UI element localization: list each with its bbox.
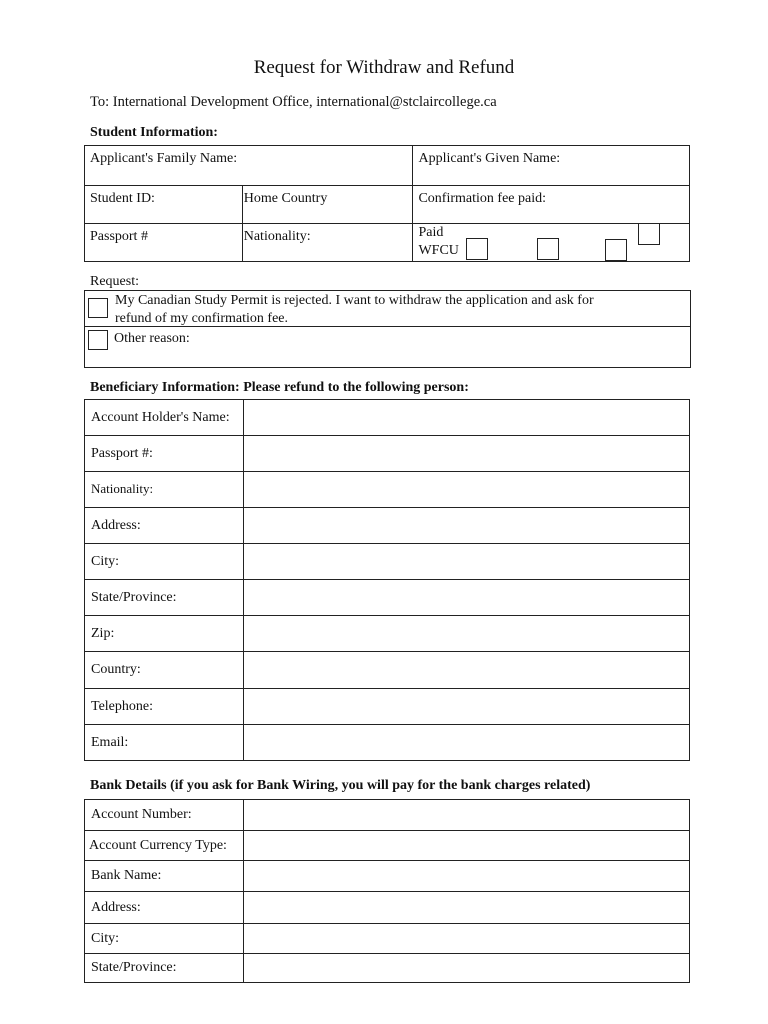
bank-state-label: State/Province: bbox=[91, 960, 177, 975]
given-name-label: Applicant's Given Name: bbox=[418, 151, 561, 166]
request-label: Request: bbox=[90, 274, 139, 289]
city-label: City: bbox=[91, 553, 120, 569]
student-info-heading: Student Information: bbox=[90, 125, 218, 140]
student-info-table bbox=[84, 145, 690, 262]
beneficiary-label-cell bbox=[85, 400, 244, 436]
beneficiary-label-cell bbox=[85, 436, 244, 472]
beneficiary-label-cell bbox=[85, 652, 244, 689]
given-name-cell[interactable] bbox=[413, 146, 690, 186]
state-province-label: State/Province: bbox=[91, 589, 177, 605]
passport-label: Passport #: bbox=[91, 445, 153, 461]
nationality-label: Nationality: bbox=[243, 229, 311, 244]
beneficiary-label-cell bbox=[85, 580, 244, 616]
other-reason-text: Other reason: bbox=[114, 331, 190, 346]
telephone-input[interactable] bbox=[244, 689, 690, 725]
permit-rejected-text-2: refund of my confirmation fee. bbox=[115, 311, 288, 326]
bank-city-label: City: bbox=[91, 930, 120, 946]
email-input[interactable] bbox=[244, 725, 690, 761]
bank-address-input[interactable] bbox=[244, 892, 690, 924]
account-holder-label: Account Holder's Name: bbox=[91, 409, 230, 425]
bank-label-cell bbox=[85, 954, 244, 983]
payment-option-4-checkbox[interactable] bbox=[638, 223, 660, 245]
bank-state-input[interactable] bbox=[244, 954, 690, 983]
home-country-label: Home Country bbox=[243, 191, 328, 206]
account-number-input[interactable] bbox=[244, 800, 690, 831]
email-label: Email: bbox=[91, 734, 129, 750]
student-id-cell[interactable] bbox=[85, 186, 243, 224]
confirmation-fee-cell[interactable] bbox=[413, 186, 690, 224]
bank-table bbox=[84, 799, 690, 983]
state-province-input[interactable] bbox=[244, 580, 690, 616]
beneficiary-label-cell bbox=[85, 616, 244, 652]
bank-label-cell bbox=[85, 924, 244, 954]
wfcu-checkbox[interactable] bbox=[466, 238, 488, 260]
permit-rejected-checkbox[interactable] bbox=[88, 298, 108, 318]
country-input[interactable] bbox=[244, 652, 690, 689]
page-title: Request for Withdraw and Refund bbox=[253, 57, 515, 78]
nationality-cell[interactable] bbox=[242, 224, 413, 262]
payment-option-3-checkbox[interactable] bbox=[605, 239, 627, 261]
address-input[interactable] bbox=[244, 508, 690, 544]
nationality-input[interactable] bbox=[244, 472, 690, 508]
bank-name-label: Bank Name: bbox=[91, 868, 162, 883]
confirmation-fee-label: Confirmation fee paid: bbox=[418, 191, 546, 206]
zip-label: Zip: bbox=[91, 625, 115, 641]
zip-input[interactable] bbox=[244, 616, 690, 652]
account-holder-input[interactable] bbox=[244, 400, 690, 436]
family-name-label: Applicant's Family Name: bbox=[90, 151, 238, 166]
bank-label-cell bbox=[85, 861, 244, 892]
country-label: Country: bbox=[91, 662, 141, 677]
home-country-cell[interactable] bbox=[242, 186, 413, 224]
family-name-cell[interactable] bbox=[85, 146, 413, 186]
beneficiary-heading: Beneficiary Information: Please refund to the following person: bbox=[90, 380, 469, 395]
beneficiary-label-cell bbox=[85, 472, 244, 508]
passport-label: Passport # bbox=[90, 229, 148, 244]
beneficiary-label-cell bbox=[85, 544, 244, 580]
beneficiary-table bbox=[84, 399, 690, 761]
permit-rejected-text-1: My Canadian Study Permit is rejected. I want to withdraw the application and ask for bbox=[115, 293, 594, 308]
bank-label-cell bbox=[85, 800, 244, 831]
paid-label: Paid bbox=[418, 225, 444, 240]
bank-address-label: Address: bbox=[91, 899, 141, 915]
passport-cell[interactable] bbox=[85, 224, 243, 262]
to-line: To: International Development Office, international@stclaircollege.ca bbox=[90, 94, 497, 110]
account-currency-label: Account Currency Type: bbox=[89, 837, 227, 853]
telephone-label: Telephone: bbox=[91, 698, 153, 714]
beneficiary-label-cell bbox=[85, 725, 244, 761]
beneficiary-label-cell bbox=[85, 508, 244, 544]
other-reason-checkbox[interactable] bbox=[88, 330, 108, 350]
nationality-label: Nationality: bbox=[91, 481, 154, 496]
bank-label-cell bbox=[85, 892, 244, 924]
address-label: Address: bbox=[91, 517, 141, 533]
account-number-label: Account Number: bbox=[91, 807, 192, 822]
passport-input[interactable] bbox=[244, 436, 690, 472]
student-id-label: Student ID: bbox=[90, 191, 155, 206]
city-input[interactable] bbox=[244, 544, 690, 580]
beneficiary-label-cell bbox=[85, 689, 244, 725]
account-currency-input[interactable] bbox=[244, 831, 690, 861]
wfcu-label: WFCU bbox=[418, 243, 459, 258]
bank-name-input[interactable] bbox=[244, 861, 690, 892]
payment-option-2-checkbox[interactable] bbox=[537, 238, 559, 260]
bank-label-cell bbox=[85, 831, 244, 861]
bank-heading: Bank Details (if you ask for Bank Wiring, you will pay for the bank charges related) bbox=[90, 778, 591, 793]
bank-city-input[interactable] bbox=[244, 924, 690, 954]
